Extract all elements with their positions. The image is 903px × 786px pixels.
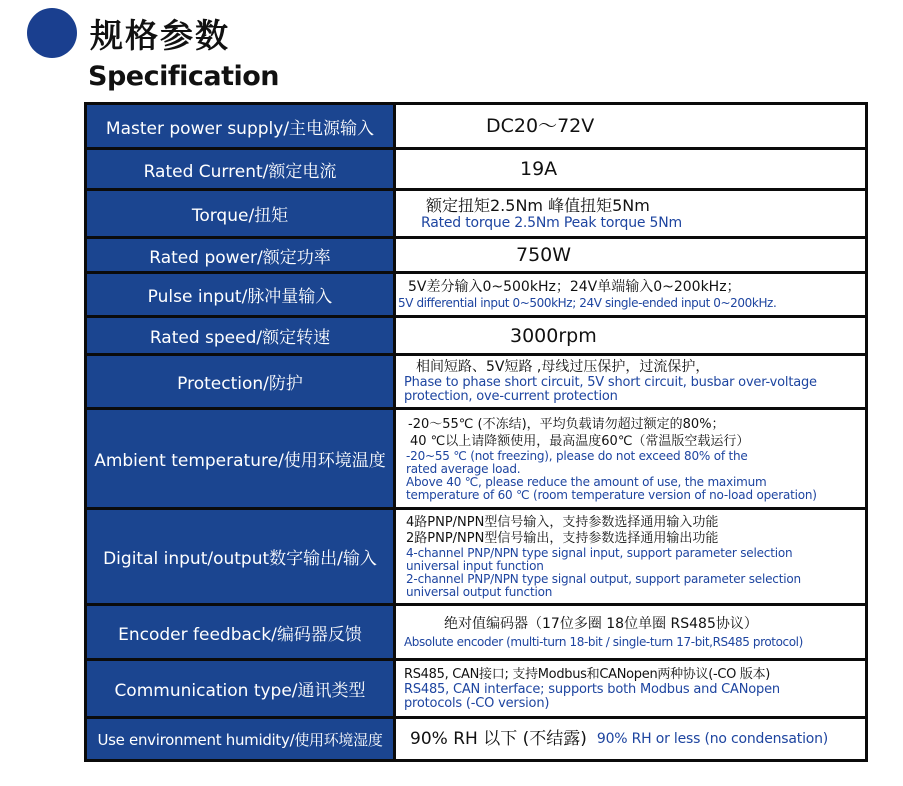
spec-value (396, 105, 865, 147)
spec-label: Ambient temperature/使用环境温度 (87, 410, 393, 507)
spec-value (396, 410, 865, 507)
spec-row-rated-speed (84, 315, 868, 353)
spec-table (84, 102, 868, 762)
spec-value-cn: 750W (516, 244, 572, 266)
spec-value (396, 719, 865, 759)
spec-value (396, 356, 865, 407)
spec-value-cn: 相间短路、5V短路 ,母线过压保护，过流保护， (416, 359, 710, 375)
spec-label: Use environment humidity/使用环境湿度 (87, 719, 393, 759)
spec-row-ambient-temperature (84, 407, 868, 507)
spec-label: Communication type/通讯类型 (87, 661, 393, 716)
spec-value (396, 661, 865, 716)
spec-value (396, 239, 865, 271)
spec-label: Pulse input/脉冲量输入 (87, 274, 393, 315)
spec-value-en: Absolute encoder (multi-turn 18-bit / single-turn 17-bit,RS485 protocol) (404, 634, 803, 649)
spec-value-cn: 绝对值编码器（17位多圈 18位单圈 RS485协议） (444, 615, 758, 632)
spec-value-en: RS485, CAN interface; supports both Modbus and CANopen (404, 682, 780, 697)
spec-value (396, 191, 865, 236)
spec-row-digital-io (84, 507, 868, 603)
spec-value-en: universal input function (406, 558, 544, 573)
spec-value-en: 2-channel PNP/NPN type signal output, support parameter selection (406, 571, 801, 586)
spec-row-rated-power (84, 236, 868, 271)
spec-label: Torque/扭矩 (87, 191, 393, 236)
spec-value-cn: 额定扭矩2.5Nm 峰值扭矩5Nm (426, 195, 650, 215)
spec-row-pulse-input (84, 271, 868, 315)
spec-value-en: rated average load. (406, 461, 521, 476)
spec-value-cn: -20～55℃ (不冻结)，平均负载请勿超过额定的80%； (408, 416, 725, 432)
spec-label: Rated power/额定功率 (87, 239, 393, 271)
spec-value (396, 606, 865, 658)
spec-value-cn: DC20～72V (486, 115, 595, 137)
page-title-en: Specification (88, 61, 280, 92)
spec-label: Rated Current/额定电流 (87, 150, 393, 188)
spec-value-cn: RS485, CAN接口; 支持Modbus和CANopen两种协议(-CO 版本) (404, 667, 771, 682)
spec-value-cn: 40 ℃以上请降额使用，最高温度60℃（常温版空载运行） (410, 433, 750, 449)
bullet-circle-icon (27, 8, 77, 58)
spec-value (396, 150, 865, 188)
spec-value-en: Above 40 ℃, please reduce the amount of use, the maximum (406, 474, 767, 489)
spec-value-en: protection, ove-current protection (404, 389, 618, 404)
spec-row-encoder-feedback (84, 603, 868, 658)
spec-row-power-supply (84, 102, 868, 147)
spec-row-rated-current (84, 147, 868, 188)
spec-label: Rated speed/额定转速 (87, 318, 393, 353)
spec-row-torque (84, 188, 868, 236)
spec-row-humidity (84, 716, 868, 759)
spec-value-en: Phase to phase short circuit, 5V short circuit, busbar over-voltage (404, 375, 817, 390)
spec-value-en: 5V differential input 0~500kHz; 24V single-ended input 0~200kHz. (398, 295, 777, 310)
spec-label: Digital input/output数字输出/输入 (87, 510, 393, 603)
spec-label: Protection/防护 (87, 356, 393, 407)
spec-value-en: Rated torque 2.5Nm Peak torque 5Nm (421, 214, 682, 231)
spec-value-cn: 2路PNP/NPN型信号输出，支持参数选择通用输出功能 (406, 530, 719, 546)
spec-value-cn: 90% RH 以下 (不结露) (410, 728, 587, 749)
spec-value-en: -20~55 ℃ (not freezing), please do not exceed 80% of the (406, 448, 748, 463)
spec-label: Master power supply/主电源输入 (87, 105, 393, 147)
spec-row-communication-type (84, 658, 868, 716)
spec-value (396, 318, 865, 353)
spec-value-en: universal output function (406, 584, 553, 599)
spec-value-en: temperature of 60 ℃ (room temperature version of no-load operation) (406, 487, 817, 502)
spec-value-cn: 4路PNP/NPN型信号输入，支持参数选择通用输入功能 (406, 514, 719, 530)
spec-value-cn: 3000rpm (510, 324, 597, 347)
spec-value-cn: 19A (520, 158, 558, 180)
spec-value-en: protocols (-CO version) (404, 696, 550, 711)
spec-row-protection (84, 353, 868, 407)
spec-value (396, 274, 865, 315)
page-title-cn: 规格参数 (90, 16, 230, 55)
spec-value-en: 4-channel PNP/NPN type signal input, support parameter selection (406, 545, 793, 560)
spec-value (396, 510, 865, 603)
spec-label: Encoder feedback/编码器反馈 (87, 606, 393, 658)
spec-value-cn: 5V差分输入0~500kHz；24V单端输入0~200kHz； (408, 278, 741, 295)
spec-value-en: 90% RH or less (no condensation) (596, 730, 829, 747)
